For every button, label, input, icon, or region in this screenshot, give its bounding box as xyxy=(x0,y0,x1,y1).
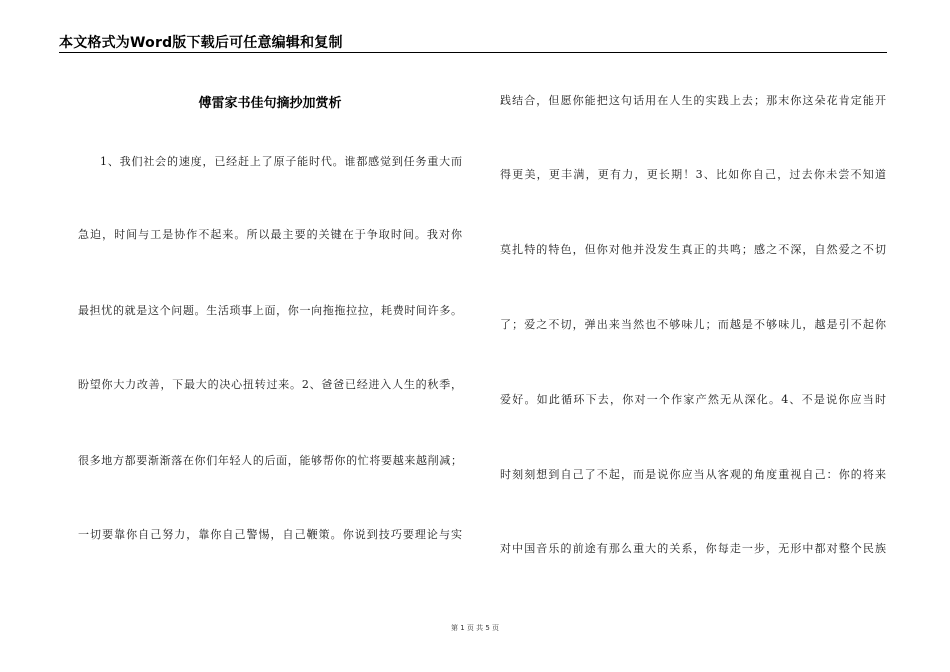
text-line: 得更美，更丰满，更有力，更长期！3、比如你自己，过去你未尝不知道 xyxy=(500,168,886,181)
text-line: 时刻刻想到自己了不起，而是说你应当从客观的角度重视自己：你的将来 xyxy=(500,468,886,481)
text-line: 了；爱之不切，弹出来当然也不够味儿；而越是不够味儿，越是引不起你 xyxy=(500,318,886,331)
page-number-footer: 第 1 页 共 5 页 xyxy=(450,624,500,632)
text-line: 爱好。如此循环下去，你对一个作家产然无从深化。4、不是说你应当时 xyxy=(500,393,886,406)
text-line: 对中国音乐的前途有那么重大的关系，你每走一步，无形中都对整个民族 xyxy=(500,542,886,555)
document-banner: 本文格式为Word版下载后可任意编辑和复制 xyxy=(59,35,343,51)
text-line: 很多地方都要渐渐落在你们年轻人的后面，能够帮你的忙将要越来越削减； xyxy=(78,454,462,467)
text-line: 盼望你大力改善，下最大的决心扭转过来。2、爸爸已经进入人生的秋季， xyxy=(78,378,462,391)
header-rule xyxy=(59,52,887,53)
text-line: 莫扎特的特色，但你对他并没发生真正的共鸣；感之不深，自然爱之不切 xyxy=(500,243,886,256)
text-line: 急迫，时间与工是协作不起来。所以最主要的关键在于争取时间。我对你 xyxy=(78,228,462,241)
text-line: 践结合，但愿你能把这句话用在人生的实践上去；那末你这朵花肯定能开 xyxy=(500,94,886,107)
text-line: 1、我们社会的速度，已经赶上了原子能时代。谁都感觉到任务重大而 xyxy=(100,155,462,168)
document-title: 傅雷家书佳句摘抄加赏析 xyxy=(198,96,342,111)
text-line: 一切要靠你自己努力，靠你自己警惕，自己鞭策。你说到技巧要理论与实 xyxy=(78,528,462,541)
text-line: 最担忧的就是这个问题。生活琐事上面，你一向拖拖拉拉，耗费时间许多。 xyxy=(78,304,462,317)
